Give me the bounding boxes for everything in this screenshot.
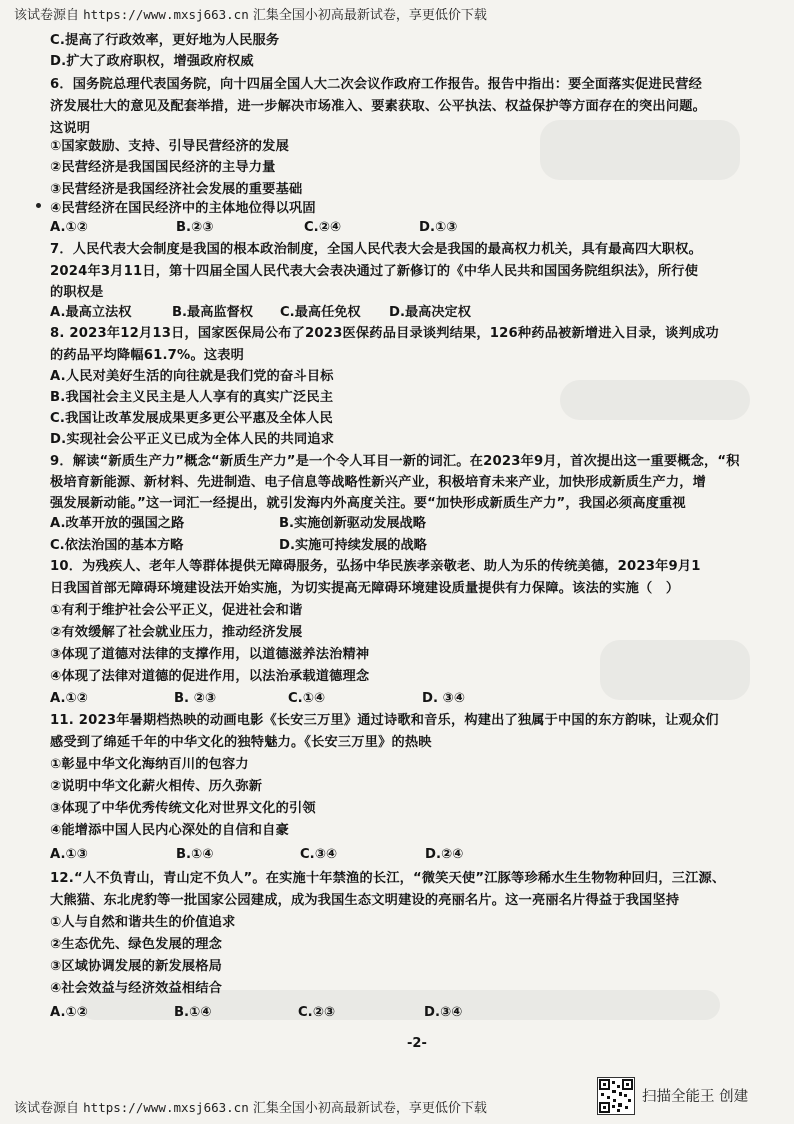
page-number: -2-: [407, 1036, 427, 1051]
q7-stem: 7．人民代表大会制度是我国的根本政治制度，全国人民代表大会是我国的最高权力机关，具有最高四大职权。: [50, 242, 702, 257]
q12-option: D.③④: [424, 1005, 463, 1020]
q12-option: C.②③: [298, 1005, 336, 1020]
q11-option: A.①③: [50, 847, 88, 862]
qr-code-icon: [597, 1077, 635, 1115]
banner-prefix: 该试卷源自: [14, 1101, 80, 1116]
q10-statement: ④体现了法律对道德的促进作用，以法治承载道德理念: [50, 669, 370, 684]
q12-statement: ③区域协调发展的新发展格局: [50, 959, 223, 974]
q11-stem: 11. 2023年暑期档热映的动画电影《长安三万里》通过诗歌和音乐，构建出了独属于中国的东方韵味，让观众们: [50, 713, 719, 728]
scanner-brand-label: 扫描全能王 创建: [642, 1089, 749, 1105]
scan-smudge: [540, 120, 740, 180]
q9-option: B.实施创新驱动发展战略: [279, 516, 426, 531]
q10-option: B. ②③: [174, 691, 216, 706]
q11-statement: ②说明中华文化薪火相传、历久弥新: [50, 779, 263, 794]
q8-option-c: C.我国让改革发展成果更多更公平惠及全体人民: [50, 411, 333, 426]
q8-option-d: D.实现社会公平正义已成为全体人民的共同追求: [50, 432, 335, 447]
q9-stem: 强发展新动能。”这一词汇一经提出，就引发海内外高度关注。要“加快形成新质生产力”，我国必须高度重视: [50, 496, 686, 511]
q12-statement: ①人与自然和谐共生的价值追求: [50, 915, 236, 930]
q12-stem: 大熊猫、东北虎豹等一批国家公园建成，成为我国生态文明建设的亮丽名片。这一亮丽名片得益于我国坚持: [50, 893, 680, 908]
q10-option: C.①④: [288, 691, 326, 706]
q6-option: D.①③: [419, 220, 458, 235]
q12-option: A.①②: [50, 1005, 88, 1020]
q9-option: D.实施可持续发展的战略: [279, 538, 427, 553]
q6-stem: 6．国务院总理代表国务院，向十四届全国人大二次会议作政府工作报告。报告中指出：要全面落实促进民营经: [50, 77, 702, 92]
q11-statement: ④能增添中国人民内心深处的自信和自豪: [50, 823, 289, 838]
q7-option: C.最高任免权: [280, 305, 361, 320]
scan-smudge: [600, 640, 750, 700]
q12-statement: ④社会效益与经济效益相结合: [50, 981, 223, 996]
q9-stem: 9．解读“新质生产力”概念“新质生产力”是一个令人耳目一新的词汇。在2023年9月，首次提出这一重要概念，“积: [50, 454, 740, 469]
q6-statement: ②民营经济是我国国民经济的主导力量: [50, 160, 276, 175]
bottom-banner: [14, 1097, 487, 1116]
q7-stem: 的职权是: [50, 285, 104, 300]
q6-statement: ①国家鼓励、支持、引导民营经济的发展: [50, 139, 289, 154]
q7-option: B.最高监督权: [172, 305, 253, 320]
q6-option: A.①②: [50, 220, 88, 235]
q12-stem: 12.“人不负青山，青山定不负人”。在实施十年禁渔的长江，“微笑天使”江豚等珍稀水生生物物种回归，三江源、: [50, 871, 726, 886]
q11-option: D.②④: [425, 847, 464, 862]
q8-stem: 的药品平均降幅61.7%。这表明: [50, 348, 245, 363]
q7-stem: 2024年3月11日，第十四届全国人民代表大会表决通过了新修订的《中华人民共和国国务院组织法》，所行使: [50, 264, 699, 279]
q7-option: A.最高立法权: [50, 305, 132, 320]
q12-statement: ②生态优先、绿色发展的理念: [50, 937, 223, 952]
q8-option-b: B.我国社会主义民主是人人享有的真实广泛民主: [50, 390, 334, 405]
banner-prefix: 该试卷源自: [14, 8, 80, 23]
banner-url-link[interactable]: https://www.mxsj663.cn: [83, 7, 249, 22]
scan-smudge: [560, 380, 750, 420]
q10-statement: ②有效缓解了社会就业压力，推动经济发展: [50, 625, 303, 640]
q11-statement: ①彰显中华文化海纳百川的包容力: [50, 757, 249, 772]
q11-option: B.①④: [176, 847, 214, 862]
q11-statement: ③体现了中华优秀传统文化对世界文化的引领: [50, 801, 316, 816]
q6-statement: ③民营经济是我国经济社会发展的重要基础: [50, 182, 303, 197]
q5-option-d: D.扩大了政府职权，增强政府权威: [50, 54, 254, 69]
q7-option: D.最高决定权: [389, 305, 471, 320]
q6-statement: ④民营经济在国民经济中的主体地位得以巩固: [50, 201, 316, 216]
q10-statement: ①有利于维护社会公平正义，促进社会和谐: [50, 603, 303, 618]
q9-stem: 极培育新能源、新材料、先进制造、电子信息等战略性新兴产业，积极培育未来产业，加快形成新质生产力，增: [50, 475, 706, 490]
banner-suffix: 汇集全国小初高最新试卷，享更低价下载: [252, 8, 487, 23]
q12-option: B.①④: [174, 1005, 212, 1020]
banner-suffix: 汇集全国小初高最新试卷，享更低价下载: [252, 1101, 487, 1116]
margin-dot: [36, 203, 41, 208]
q9-option: C.依法治国的基本方略: [50, 538, 184, 553]
q8-option-a: A.人民对美好生活的向往就是我们党的奋斗目标: [50, 369, 334, 384]
top-banner: [14, 4, 487, 23]
q10-stem: 10．为残疾人、老年人等群体提供无障碍服务，弘扬中华民族孝亲敬老、助人为乐的传统美德，2023年9月1: [50, 559, 701, 574]
q6-stem: 这说明: [50, 121, 91, 136]
banner-url-link[interactable]: https://www.mxsj663.cn: [83, 1100, 249, 1115]
q11-stem: 感受到了绵延千年的中华文化的独特魅力。《长安三万里》的热映: [50, 735, 432, 750]
q10-option: D. ③④: [422, 691, 465, 706]
q8-stem: 8. 2023年12月13日，国家医保局公布了2023医保药品目录谈判结果，126种药品被新增进入目录，谈判成功: [50, 326, 719, 341]
q11-option: C.③④: [300, 847, 338, 862]
q6-option: B.②③: [176, 220, 214, 235]
q6-option: C.②④: [304, 220, 342, 235]
q10-stem: 日我国首部无障碍环境建设法开始实施，为切实提高无障碍环境建设质量提供有力保障。该法的实施（ ）: [50, 581, 680, 596]
q9-option: A.改革开放的强国之路: [50, 516, 185, 531]
q5-option-c: C.提高了行政效率，更好地为人民服务: [50, 33, 280, 48]
q10-statement: ③体现了道德对法律的支撑作用，以道德滋养法治精神: [50, 647, 370, 662]
q6-stem: 济发展壮大的意见及配套举措，进一步解决市场准入、要素获取、公平执法、权益保护等方面存在的突出问题。: [50, 99, 706, 114]
q10-option: A.①②: [50, 691, 88, 706]
